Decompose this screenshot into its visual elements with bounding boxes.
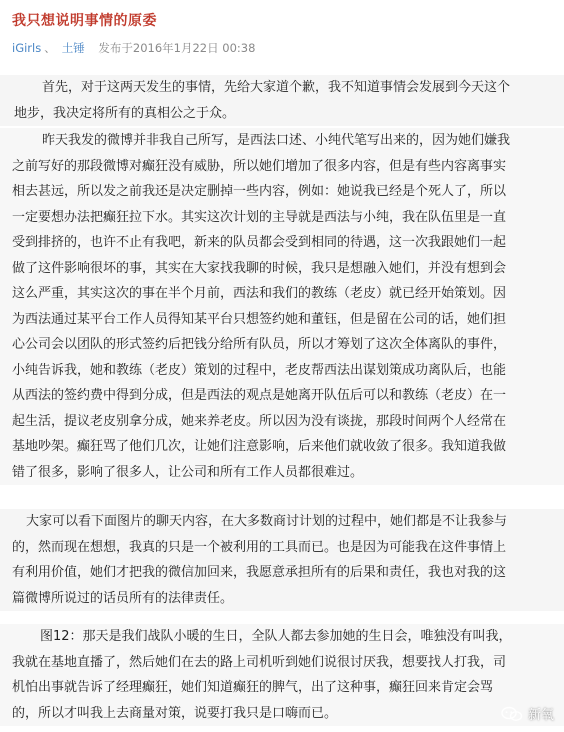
watermark (501, 704, 554, 723)
wechat-icon (501, 706, 523, 722)
author-link[interactable]: iGirls (12, 41, 42, 55)
watermark-text: 新氧 (527, 708, 554, 723)
paragraph-line: 从西法的签约费中得到分成，但是西法的观点是她离开队伍后可以和教练（老皮）在一 (12, 388, 507, 403)
paragraph-line: 机怕出事就告诉了经理癫狂，她们知道癫狂的脾气，出了这种事，癫狂回来肯定会骂 (12, 680, 494, 695)
paragraph-line: 这么严重，其实这次的事在半个月前，西法和我们的教练（老皮）就已经开始策划。因 (12, 286, 507, 301)
paragraph-4 (0, 624, 564, 726)
tag-link[interactable]: 土锤 (61, 41, 85, 55)
paragraph-line: 有利用价值，她们才把我的微信加回来，我愿意承担所有的后果和责任，我也对我的这 (12, 565, 507, 580)
paragraph-3 (0, 509, 564, 611)
paragraph-line: 的，所以才叫我上去商量对策，说要打我只是口嗨而已。 (12, 705, 338, 721)
paragraph-line: 篇微博所说过的话员所有的法律责任。 (12, 590, 234, 606)
paragraph-line: 图12：那天是我们战队小暖的生日，全队人都去参加她的生日会，唯独没有叫我， (40, 629, 512, 644)
paragraph-line: 一定要想办法把癫狂拉下水。其实这次计划的主导就是西法与小纯，我在队伍里是一直 (12, 209, 507, 225)
meta-separator: 、 (44, 41, 56, 55)
publish-date: 发布于2016年1月22日 00:38 (98, 41, 256, 55)
paragraph-line: 首先，对于这两天发生的事情，先给大家道个歉，我不知道事情会发展到今天这个 (42, 80, 511, 95)
paragraph-line: 错了很多，影响了很多人，让公司和所有工作人员都很难过。 (12, 464, 364, 480)
paragraph-line: 做了这件影响很坏的事，其实在大家找我聊的时候，我只是想融入她们，并没有想到会 (12, 260, 507, 276)
paragraph-2 (0, 128, 564, 485)
paragraph-line: 昨天我发的微博并非我自己所写，是西法口述、小纯代笔写出来的，因为她们嫌我 (42, 133, 511, 148)
paragraph-line: 之前写好的那段微博对癫狂没有威胁，所以她们增加了很多内容，但是有些内容离事实 (12, 158, 507, 174)
paragraph-line: 起生活，提议老皮别拿分成，她来养老皮。所以因为没有谈拢，那段时间两个人经常在 (12, 413, 507, 429)
paragraph-line: 大家可以看下面图片的聊天内容，在大多数商讨计划的过程中，她们都是不让我参与 (26, 514, 508, 529)
paragraph-line: 基地吵架。癫狂骂了他们几次，让她们注意影响，后来他们就收敛了很多。我知道我做 (12, 439, 507, 454)
paragraph-line: 受到排挤的，也许不止有我吧，新来的队员都会受到相同的待遇，这一次我跟她们一起 (12, 235, 507, 250)
paragraph-line: 为西法通过某平台工作人员得知某平台只想签约她和董钰，但是留在公司的话，她们担 (12, 311, 507, 327)
paragraph-line: 相去甚远，所以发之前我还是决定删掉一些内容，例如：她说我已经是个死人了，所以 (12, 184, 507, 199)
paragraph-line: 小纯告诉我，她和教练（老皮）策划的过程中，老皮帮西法出谋划策成功离队后，也能 (12, 362, 507, 378)
paragraph-line: 心公司会以团队的形式签约后把钱分给所有队员，所以才筹划了这次全体离队的事件， (12, 337, 507, 352)
paragraph-1 (0, 75, 564, 126)
article-meta (12, 40, 255, 56)
paragraph-line: 我就在基地直播了，然后她们在去的路上司机听到她们说很讨厌我，想要找人打我，司 (12, 654, 507, 670)
paragraph-line: 的，然而现在想想，我真的只是一个被利用的工具而已。也是因为可能我在这件事情上 (12, 539, 507, 555)
article-title: 我只想说明事情的原委 (12, 13, 157, 29)
paragraph-line: 地步，我决定将所有的真相公之于众。 (14, 105, 236, 121)
